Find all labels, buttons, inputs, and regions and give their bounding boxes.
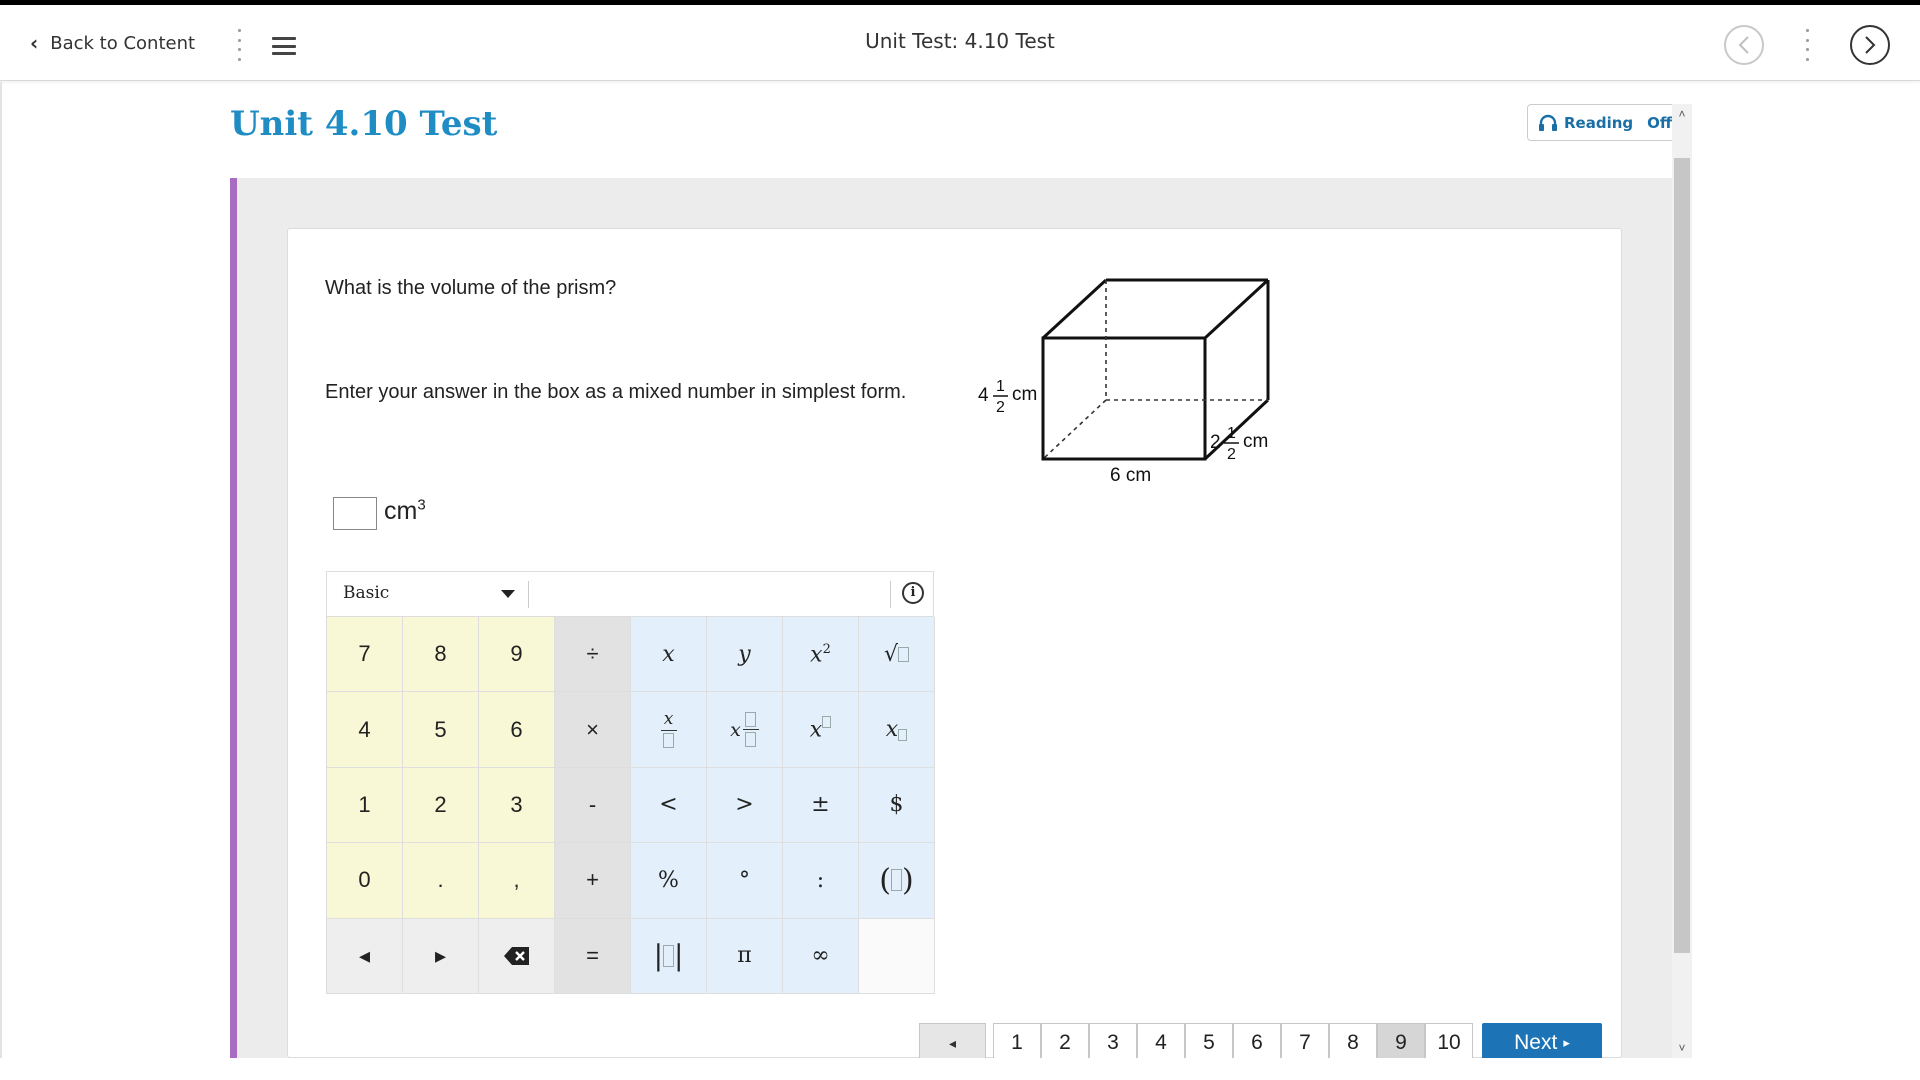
page-button-6[interactable]: 6: [1233, 1023, 1281, 1063]
height-denominator: 2: [996, 399, 1005, 416]
key-multiply[interactable]: ×: [555, 692, 631, 767]
depth-numerator: 1: [1227, 425, 1236, 442]
page-button-1[interactable]: 1: [993, 1023, 1041, 1063]
reading-label: Reading: [1564, 113, 1634, 132]
page-button-4[interactable]: 4: [1137, 1023, 1185, 1063]
scrollbar-thumb[interactable]: [1674, 158, 1690, 953]
key-cursor-left[interactable]: ◂: [327, 919, 403, 994]
height-whole: 4: [978, 385, 989, 406]
key-equals[interactable]: =: [555, 919, 631, 994]
key-less-than[interactable]: <: [631, 768, 707, 843]
key-mixed-number[interactable]: x: [707, 692, 783, 767]
chevron-left-icon: ‹: [30, 31, 39, 55]
key-fraction[interactable]: x: [631, 692, 707, 767]
key-9[interactable]: 9: [479, 617, 555, 692]
key-8[interactable]: 8: [403, 617, 479, 692]
next-activity-button[interactable]: [1850, 25, 1890, 65]
chevron-down-icon[interactable]: [501, 590, 515, 598]
depth-unit: cm: [1243, 431, 1269, 452]
key-divide[interactable]: ÷: [555, 617, 631, 692]
key-7[interactable]: 7: [327, 617, 403, 692]
reading-toggle[interactable]: [1527, 104, 1683, 141]
question-accent-bar: [230, 178, 237, 1058]
page-button-10[interactable]: 10: [1425, 1023, 1473, 1063]
page-button-2[interactable]: 2: [1041, 1023, 1089, 1063]
key-cursor-right[interactable]: ▸: [403, 919, 479, 994]
answer-unit-exponent: 3: [417, 496, 426, 514]
key-empty: [859, 919, 935, 994]
math-keypad: [326, 571, 934, 994]
keypad-grid: [327, 617, 935, 994]
top-bar: [0, 5, 1920, 81]
key-exponent[interactable]: x: [783, 692, 859, 767]
key-plus[interactable]: +: [555, 843, 631, 918]
more-options-icon[interactable]: [1804, 29, 1810, 61]
key-parentheses[interactable]: ( ): [859, 843, 935, 918]
bottom-edge: [0, 1058, 1920, 1080]
depth-whole: 2: [1210, 432, 1221, 453]
key-4[interactable]: 4: [327, 692, 403, 767]
width-label: 6 cm: [1110, 465, 1152, 486]
scroll-up-icon[interactable]: ˄: [1678, 107, 1686, 121]
height-unit: cm: [1012, 384, 1038, 405]
key-colon[interactable]: :: [783, 843, 859, 918]
page-button-8[interactable]: 8: [1329, 1023, 1377, 1063]
key-comma[interactable]: ,: [479, 843, 555, 918]
key-backspace[interactable]: [479, 919, 555, 994]
key-minus[interactable]: -: [555, 768, 631, 843]
keypad-mode-select[interactable]: Basic: [343, 583, 390, 603]
toolbar-divider: [890, 581, 891, 608]
key-3[interactable]: 3: [479, 768, 555, 843]
reading-state: Off: [1647, 113, 1673, 132]
key-x-squared[interactable]: $x^2$: [783, 617, 859, 692]
key-y[interactable]: y: [707, 617, 783, 692]
key-1[interactable]: 1: [327, 768, 403, 843]
back-label: Back to Content: [50, 32, 196, 54]
next-label: Next: [1514, 1031, 1558, 1054]
answer-input[interactable]: [333, 497, 377, 530]
scroll-down-icon[interactable]: ˅: [1678, 1041, 1686, 1055]
previous-activity-button[interactable]: [1724, 25, 1764, 65]
key-percent[interactable]: %: [631, 843, 707, 918]
key-2[interactable]: 2: [403, 768, 479, 843]
key-decimal-point[interactable]: .: [403, 843, 479, 918]
test-title: Unit 4.10 Test: [230, 104, 498, 144]
left-edge-line: [0, 82, 2, 1080]
key-infinity[interactable]: ∞: [783, 919, 859, 994]
page-button-9-current[interactable]: 9: [1377, 1023, 1425, 1063]
key-subscript[interactable]: x: [859, 692, 935, 767]
height-numerator: 1: [996, 378, 1005, 395]
page-button-3[interactable]: 3: [1089, 1023, 1137, 1063]
key-plus-minus[interactable]: ±: [783, 768, 859, 843]
key-x[interactable]: x: [631, 617, 707, 692]
key-square-root[interactable]: √: [859, 617, 935, 692]
question-instruction: Enter your answer in the box as a mixed number in simplest form.: [325, 381, 907, 403]
headphones-icon: [1538, 114, 1558, 132]
depth-denominator: 2: [1227, 446, 1236, 463]
toolbar-divider: [528, 581, 529, 608]
key-pi[interactable]: π: [707, 919, 783, 994]
previous-question-button[interactable]: ◂: [919, 1023, 986, 1063]
page-title: Unit Test: 4.10 Test: [865, 29, 1055, 53]
page-button-5[interactable]: 5: [1185, 1023, 1233, 1063]
question-pager: [993, 1023, 1473, 1063]
key-5[interactable]: 5: [403, 692, 479, 767]
key-dollar[interactable]: $: [859, 768, 935, 843]
page-button-7[interactable]: 7: [1281, 1023, 1329, 1063]
key-degree[interactable]: °: [707, 843, 783, 918]
prism-figure: [970, 270, 1310, 490]
next-arrow-icon: ▸: [1563, 1035, 1570, 1050]
next-question-button[interactable]: [1482, 1023, 1602, 1063]
info-icon[interactable]: i: [902, 582, 924, 604]
chevron-right-icon: [1863, 35, 1877, 55]
chevron-left-icon: [1737, 35, 1751, 55]
key-0[interactable]: 0: [327, 843, 403, 918]
answer-unit: [384, 497, 426, 526]
keypad-toolbar: [327, 572, 933, 617]
answer-unit-base: cm: [384, 497, 418, 525]
question-prompt: What is the volume of the prism?: [325, 277, 617, 299]
key-6[interactable]: 6: [479, 692, 555, 767]
key-absolute-value[interactable]: | |: [631, 919, 707, 994]
backspace-icon: [503, 946, 531, 966]
key-greater-than[interactable]: >: [707, 768, 783, 843]
